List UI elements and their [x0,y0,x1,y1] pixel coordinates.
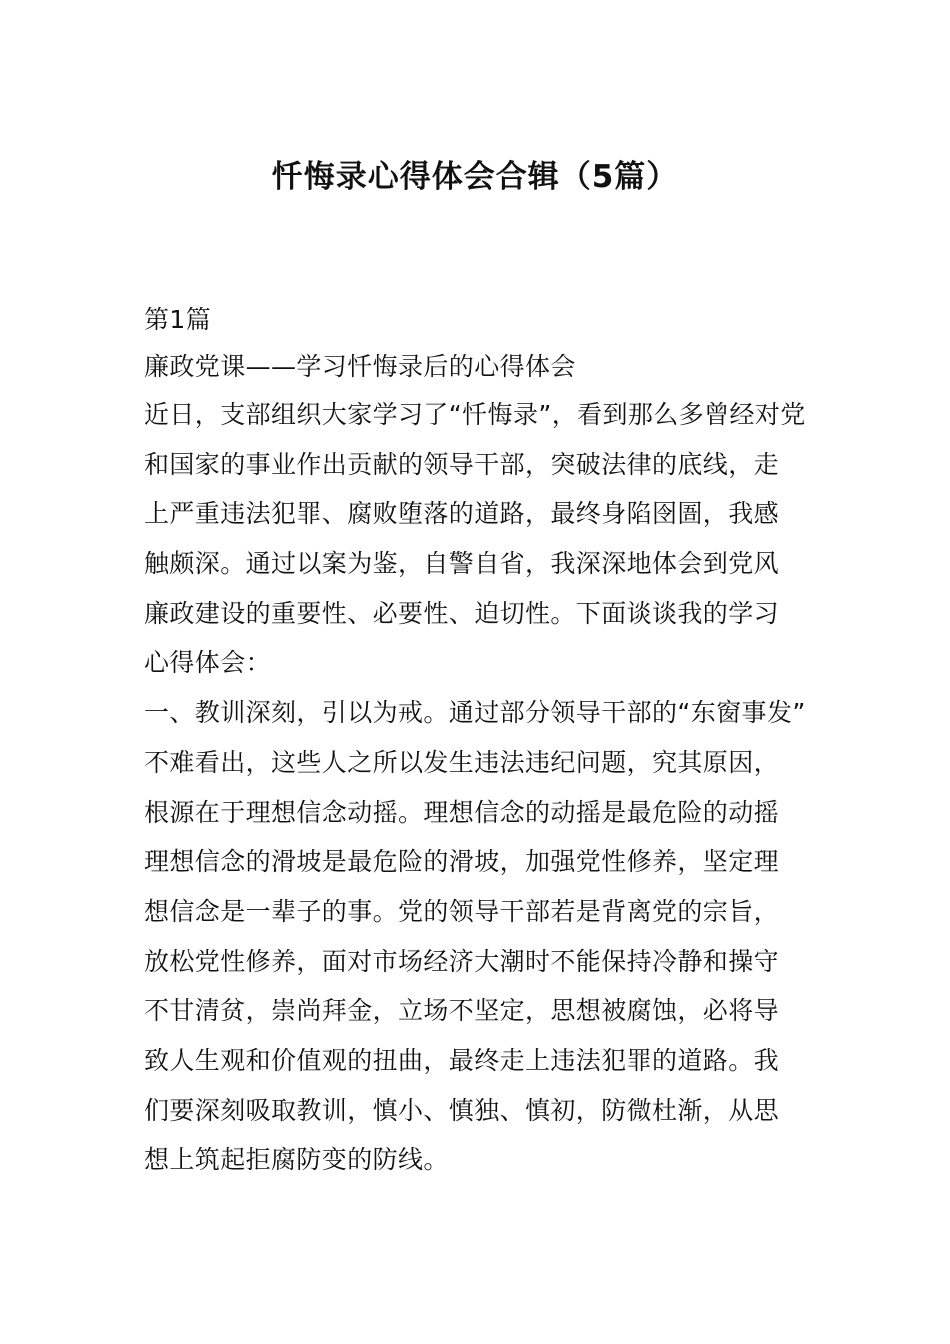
document-title: 忏悔录心得体会合辑（5篇） [271,159,679,195]
body-line: 上严重违法犯罪、腐败堕落的道路，最终身陷囹圄，我感 [144,499,780,529]
document-body [144,296,814,1185]
body-line: 致人生观和价值观的扭曲，最终走上违法犯罪的道路。我 [144,1045,780,1075]
body-line: 近日，支部组织大家学习了“忏悔录”，看到那么多曾经对党 [144,400,806,429]
body-line: 根源在于理想信念动摇。理想信念的动摇是最危险的动摇 [144,797,780,827]
body-line: 廉政建设的重要性、必要性、迫切性。下面谈谈我的学习 [144,598,780,628]
body-line: 放松党性修养，面对市场经济大潮时不能保持冷静和操守 [144,946,780,976]
body-line: 触颇深。通过以案为鉴，自警自省，我深深地体会到党风 [144,549,780,579]
section-subtitle: 廉政党课——学习忏悔录后的心得体会 [144,352,576,381]
section-label: 第1篇 [144,305,212,334]
body-line: 想信念是一辈子的事。党的领导干部若是背离党的宗旨， [144,896,780,926]
body-line: 一、教训深刻，引以为戒。通过部分领导干部的“东窗事发” [144,698,806,728]
body-line: 们要深刻吸取教训，慎小、慎独、慎初，防微杜渐，从思 [144,1095,780,1125]
body-line: 不甘清贫，崇尚拜金，立场不坚定，思想被腐蚀，必将导 [144,996,780,1026]
body-line: 不难看出，这些人之所以发生违法违纪问题，究其原因， [144,747,780,777]
body-line: 心得体会： [144,648,272,678]
body-line: 想上筑起拒腐防变的防线。 [144,1145,449,1175]
body-line: 理想信念的滑坡是最危险的滑坡，加强党性修养，坚定理 [144,847,780,877]
body-line: 和国家的事业作出贡献的领导干部，突破法律的底线，走 [144,449,780,479]
